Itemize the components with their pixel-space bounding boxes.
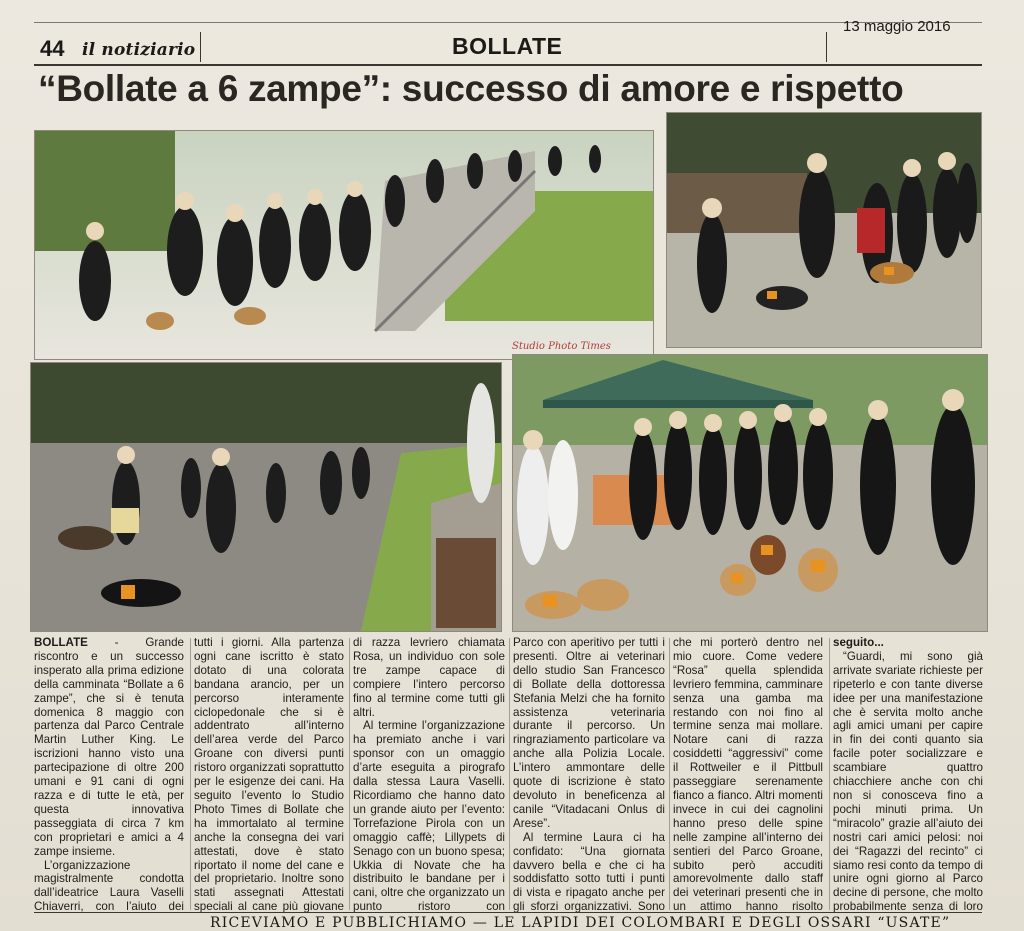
article-paragraph: che mi porterò dentro nel mio cuore. Come vedere “Rosa” quella splendida levriero femmina, camminare senza una gamba ma restando con noi fino al termine senza mai mollare. Notare cani di razza cosiddetti “aggressivi” come il Rottweiler e il Pittbull passeggiare serenamente fianco a fianco. Altri momenti invece in cui dei cagnolini hanno preso delle spine nelle zampine all’interno dei sentieri del Parco Groane, subito però accuditi amorevolmente dallo staff dei veterinari presenti che in un attimo hanno risolto [673,636,823,912]
article-paragraph: seguito... [833,636,884,649]
article-paragraph: Parco con aperitivo per tutti i presenti. Oltre ai veterinari dello studio San Francesco di Bollate della dottoressa Stefania Melzi che ha fornito assistenza veterinaria durante il percorso. Un ringraziamento particolare va anche alla Polizia Locale. L’intero ammontare delle quote di iscrizione è stato devoluto in beneficenza al canile “Vitadacani Onlus di Arese”. [513,636,665,830]
column-divider [669,638,670,910]
article-paragraph: L’organizzazione magistralmente condotta dall’ideatrice Laura Vaselli Chiaverri, con l’aiuto dei [34,858,184,912]
article-paragraph [34,636,184,859]
article-column-6 [833,636,983,912]
column-divider [509,638,510,910]
article-paragraph [833,650,983,912]
article-paragraph: tutti i giorni. Alla partenza ogni cane iscritto è stato dotato di una colorata bandana arancio, per un percorso interamente ciclopedonale che si è addentrato all’interno dell’area verde del Parco Groane con diversi punti ristoro organizzati soprattutto per le esigenze dei cani. Ha seguito l’evento lo Studio Photo Times di Bollate che ha immortalato al termine anche la consegna dei vari attestati, dove è stato riportato il nome del cane e del proprietario. Inoltre sono stati assegnati Attestati speciali al cane più giovane [194,636,344,912]
paragraph-text: - Grande riscontro e un successo insperato alla prima edizione della camminata “Bollate a 6 zampe”, che si è tenuta domenica 8 maggio con partenza dal Parco Centrale Martin Luther King. Le iscrizioni hanno visto una partecipazione di oltre 200 umani e 91 cani di ogni razza e di tutte le età, per questa innovativa passeggiata di circa 7 km con proprietari e amici a 4 zampe insieme. [34,636,184,858]
article-paragraph: Al termine l’organizzazione ha premiato anche i vari sponsor con un omaggio d’arte eseguita a pirografo dalla stessa Laura Vaselli. Ricordiamo che hanno dato un grande aiuto per l’evento: Torrefazione Pirola con un omaggio caffè; Lillypets di Senago con un buono spesa; Ukkia di Novate che ha distribuito le bandane per i cani, oltre che organizzato un punto ristoro con [353,719,505,912]
footer-rule [34,912,982,913]
column-divider [349,638,350,910]
article-column-5 [673,636,823,912]
header-divider [826,32,827,62]
next-article-headline: RICEVIAMO E PUBBLICHIAMO — LE LAPIDI DEI COLOMBARI E DEGLI OSSARI “USATE” [210,915,951,931]
page-number: 44 [40,36,65,61]
article-headline: “Bollate a 6 zampe”: successo di amore e rispetto [38,68,904,109]
column-divider [190,638,191,910]
section-title: BOLLATE [452,33,563,59]
article-column-3 [353,636,505,912]
photo-group-dogs [666,112,982,348]
photo-path-walkers [30,362,502,632]
publication-name: il notiziario [82,40,196,60]
header-rule [34,64,982,66]
article-paragraph: Al termine Laura ci ha confidato: “Una giornata davvero bella e che ci ha soddisfatto sotto tutti i punti di vista e ripagato anche per gli sforzi organizzativi. Sono [513,830,665,912]
article-column-4 [513,636,665,912]
photo-tent-group [512,354,988,632]
article-column-2 [194,636,344,912]
dateline: BOLLATE [34,636,88,649]
header-top-rule [34,22,982,23]
column-divider [829,638,830,910]
issue-date: 13 maggio 2016 [843,18,951,35]
paragraph-text: “Guardi, mi sono già arrivate svariate richieste per ripeterlo e con tante diverse idee per una manifestazione che è servita molto anche agli amici umani per capire in fin dei conti quanto sia facile poter socializzare e scambiare quattro chiacchiere anche con chi non si conosceva fino a pochi minuti prima. Un “miracolo” grazie all’aiuto dei nostri cari amici pelosi: noi dei “Ragazzi del recinto” ci siamo resi conto da tempo di unire ogni giorno al Parco decine di persone, che molto probabilmente senza di loro [833,649,983,912]
photo-crowd-walk [34,130,654,360]
header-divider [200,32,201,62]
article-column-1 [34,636,184,912]
article-paragraph: di razza levriero chiamata Rosa, un individuo con sole tre zampe capace di compiere l’intero percorso fino al termine come tutti gli altri. [353,636,505,719]
photo-credit: Studio Photo Times [512,341,611,352]
